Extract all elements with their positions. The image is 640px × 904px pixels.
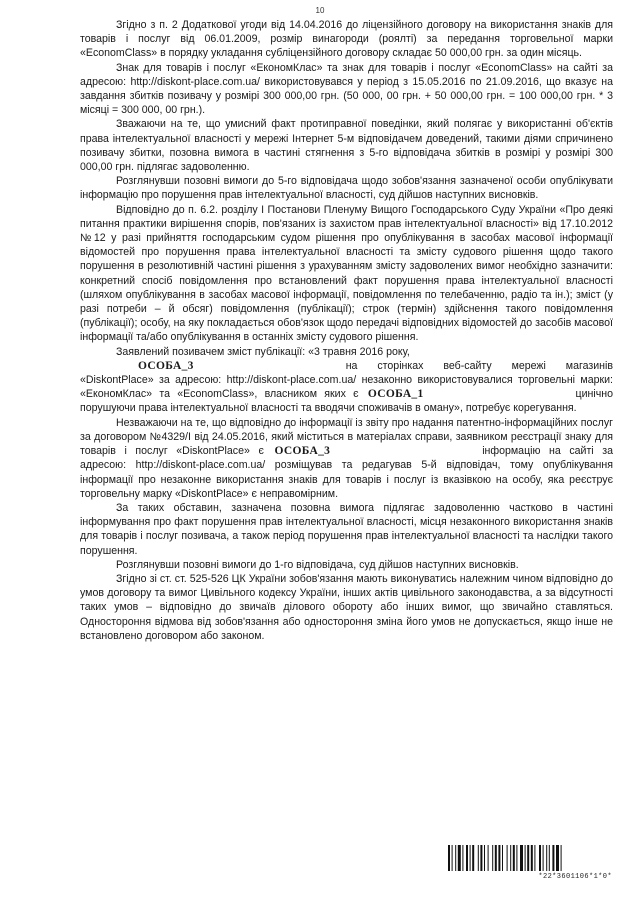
paragraph: Розглянувши позовні вимоги до 1-го відповідача, суд дійшов наступних висновків. xyxy=(116,558,519,571)
text-span: на сторінках веб-сайту мережі магазинів «DiskontPlace» за адресою: http://diskont-place.com.ua/ незаконно використовувалися торговельні марки: «ЕкономКлас» та «EconomClass», власником яких є xyxy=(80,359,613,401)
paragraph: Зважаючи на те, що умисний факт протиправної поведінки, який полягає у використанні об'єктів права інтелектуальної власності у мережі Інтернет 5-м відповідачем доведений, такими діями спричинено позивачу збитки, позовна вимога в частині стягнення з 5-го відповідача збитків в розмірі у розмірі 300 000,00 грн. підлягає задоволенню. xyxy=(80,118,613,174)
paragraph: Відповідно до п. 6.2. розділу І Постанови Пленуму Вищого Господарського Суду України «Про деякі питання практики вирішення спорів, пов'язаних із захистом прав інтелектуальної власності» від 17.10.2012 №12 у разі прийняття господарським судом рішення про опублікування в засобах масової інформації відомостей про порушення права інтелектуальної власності та змісту судового рішення щодо такого порушення в резолютивній частині рішення з урахуванням змісту задоволених вимог необхідно зазначити: конкретний спосіб повідомлення про встановлений факт порушення права інтелектуальної власності (шляхом опублікування в засобах масової інформації, повідомлення по телебаченню, радіо та ін.); зміст (у разі потреби – й обсяг) повідомлення (публікації); строк (термін) здійснення такого повідомлення (публікації); особу, на яку покладається обов'язок щодо передачі відповідних відомостей до засобів масової інформації та/або опублікування в останніх змісту судового рішення. xyxy=(80,203,613,344)
paragraph: Знак для товарів і послуг «ЕкономКлас» та знак для товарів і послуг «EconomClass» на сайті за адресою: http://diskont-place.com.ua/ використовувався у період з 15.05.2016 по 21.09.2016, що вказує на завдання збитків позивачу у розмірі 300 000,00 грн. (50 000, 00 грн. + 50 000,00 грн. = 100 000,00 грн. * 3 місяці = 300 000, 00 грн.). xyxy=(80,61,613,117)
text-span: Незважаючи на те, що відповідно до інформації із звіту про надання патентно-інформаційних послуг за договором №4329/І від 24.05.2016, який міститься в матеріалах справи, заявником реєстрації знаку для товарів і послуг «DiskontPlace» є xyxy=(80,416,613,458)
paragraph-publication-content xyxy=(80,345,613,416)
masked-person-name: ОСОБА_3 xyxy=(138,359,194,372)
text-span: інформацію на сайті за адресою: http://diskont-place.com.ua/ розміщував та редагував 5-й відповідач, тому опублікування інформації про незаконне використання знаків для товарів і послуг із вказівкою на особу, яка реєструє торговельну марку «DiskontPlace» є неправомірним. xyxy=(80,445,613,500)
paragraph: Згідно з п. 2 Додаткової угоди від 14.04.2016 до ліцензійного договору на використання знаків для товарів і послуг від 06.01.2009, розмір винагороди (роялті) за передання торговельної марки «EconomClass» в порядку укладання субліцензійного договору складає 50 000,00 грн. за один місяць. xyxy=(80,19,613,60)
page-number: 10 xyxy=(315,6,325,15)
barcode-number: *22*3601106*1*0* xyxy=(538,873,612,881)
paragraph: Розглянувши позовні вимоги до 5-го відповідача щодо зобов'язання зазначеної особи опублікувати інформацію про порушення прав інтелектуальної власності, суд дійшов наступних висновків. xyxy=(80,175,613,202)
masked-person-name: ОСОБА_3 xyxy=(274,445,331,458)
paragraph: За таких обставин, зазначена позовна вимога підлягає задоволенню частково в частині інформування про факт порушення прав інтелектуальної власності, місця незаконного використання знаків для товарів і послуг позивача, а також період порушення прав інтелектуальної власності та наслідки такого порушення. xyxy=(80,501,613,557)
paragraph xyxy=(80,416,613,501)
masked-person-name: ОСОБА_1 xyxy=(367,388,424,401)
text-span: цинічно порушуючи права інтелектуальної власності та вводячи споживачів в оману», потребує корегування. xyxy=(80,388,613,415)
document-body xyxy=(80,18,613,643)
barcode-image xyxy=(448,845,616,871)
text-span: Заявлений позивачем зміст публікації: «3 травня 2016 року, xyxy=(116,345,410,358)
paragraph: Згідно зі ст. ст. 525-526 ЦК України зобов'язання мають виконуватись належним чином відповідно до умов договору та вимог Цивільного кодексу України, інших актів цивільного законодавства, а за відсутності таких умов – відповідно до звичаїв ділового обороту або інших вимог, що звичайно ставляться. Одностороння відмова від зобов'язання або одностороння зміна його умов не допускається, якщо інше не встановлено договором або законом. xyxy=(80,572,613,642)
